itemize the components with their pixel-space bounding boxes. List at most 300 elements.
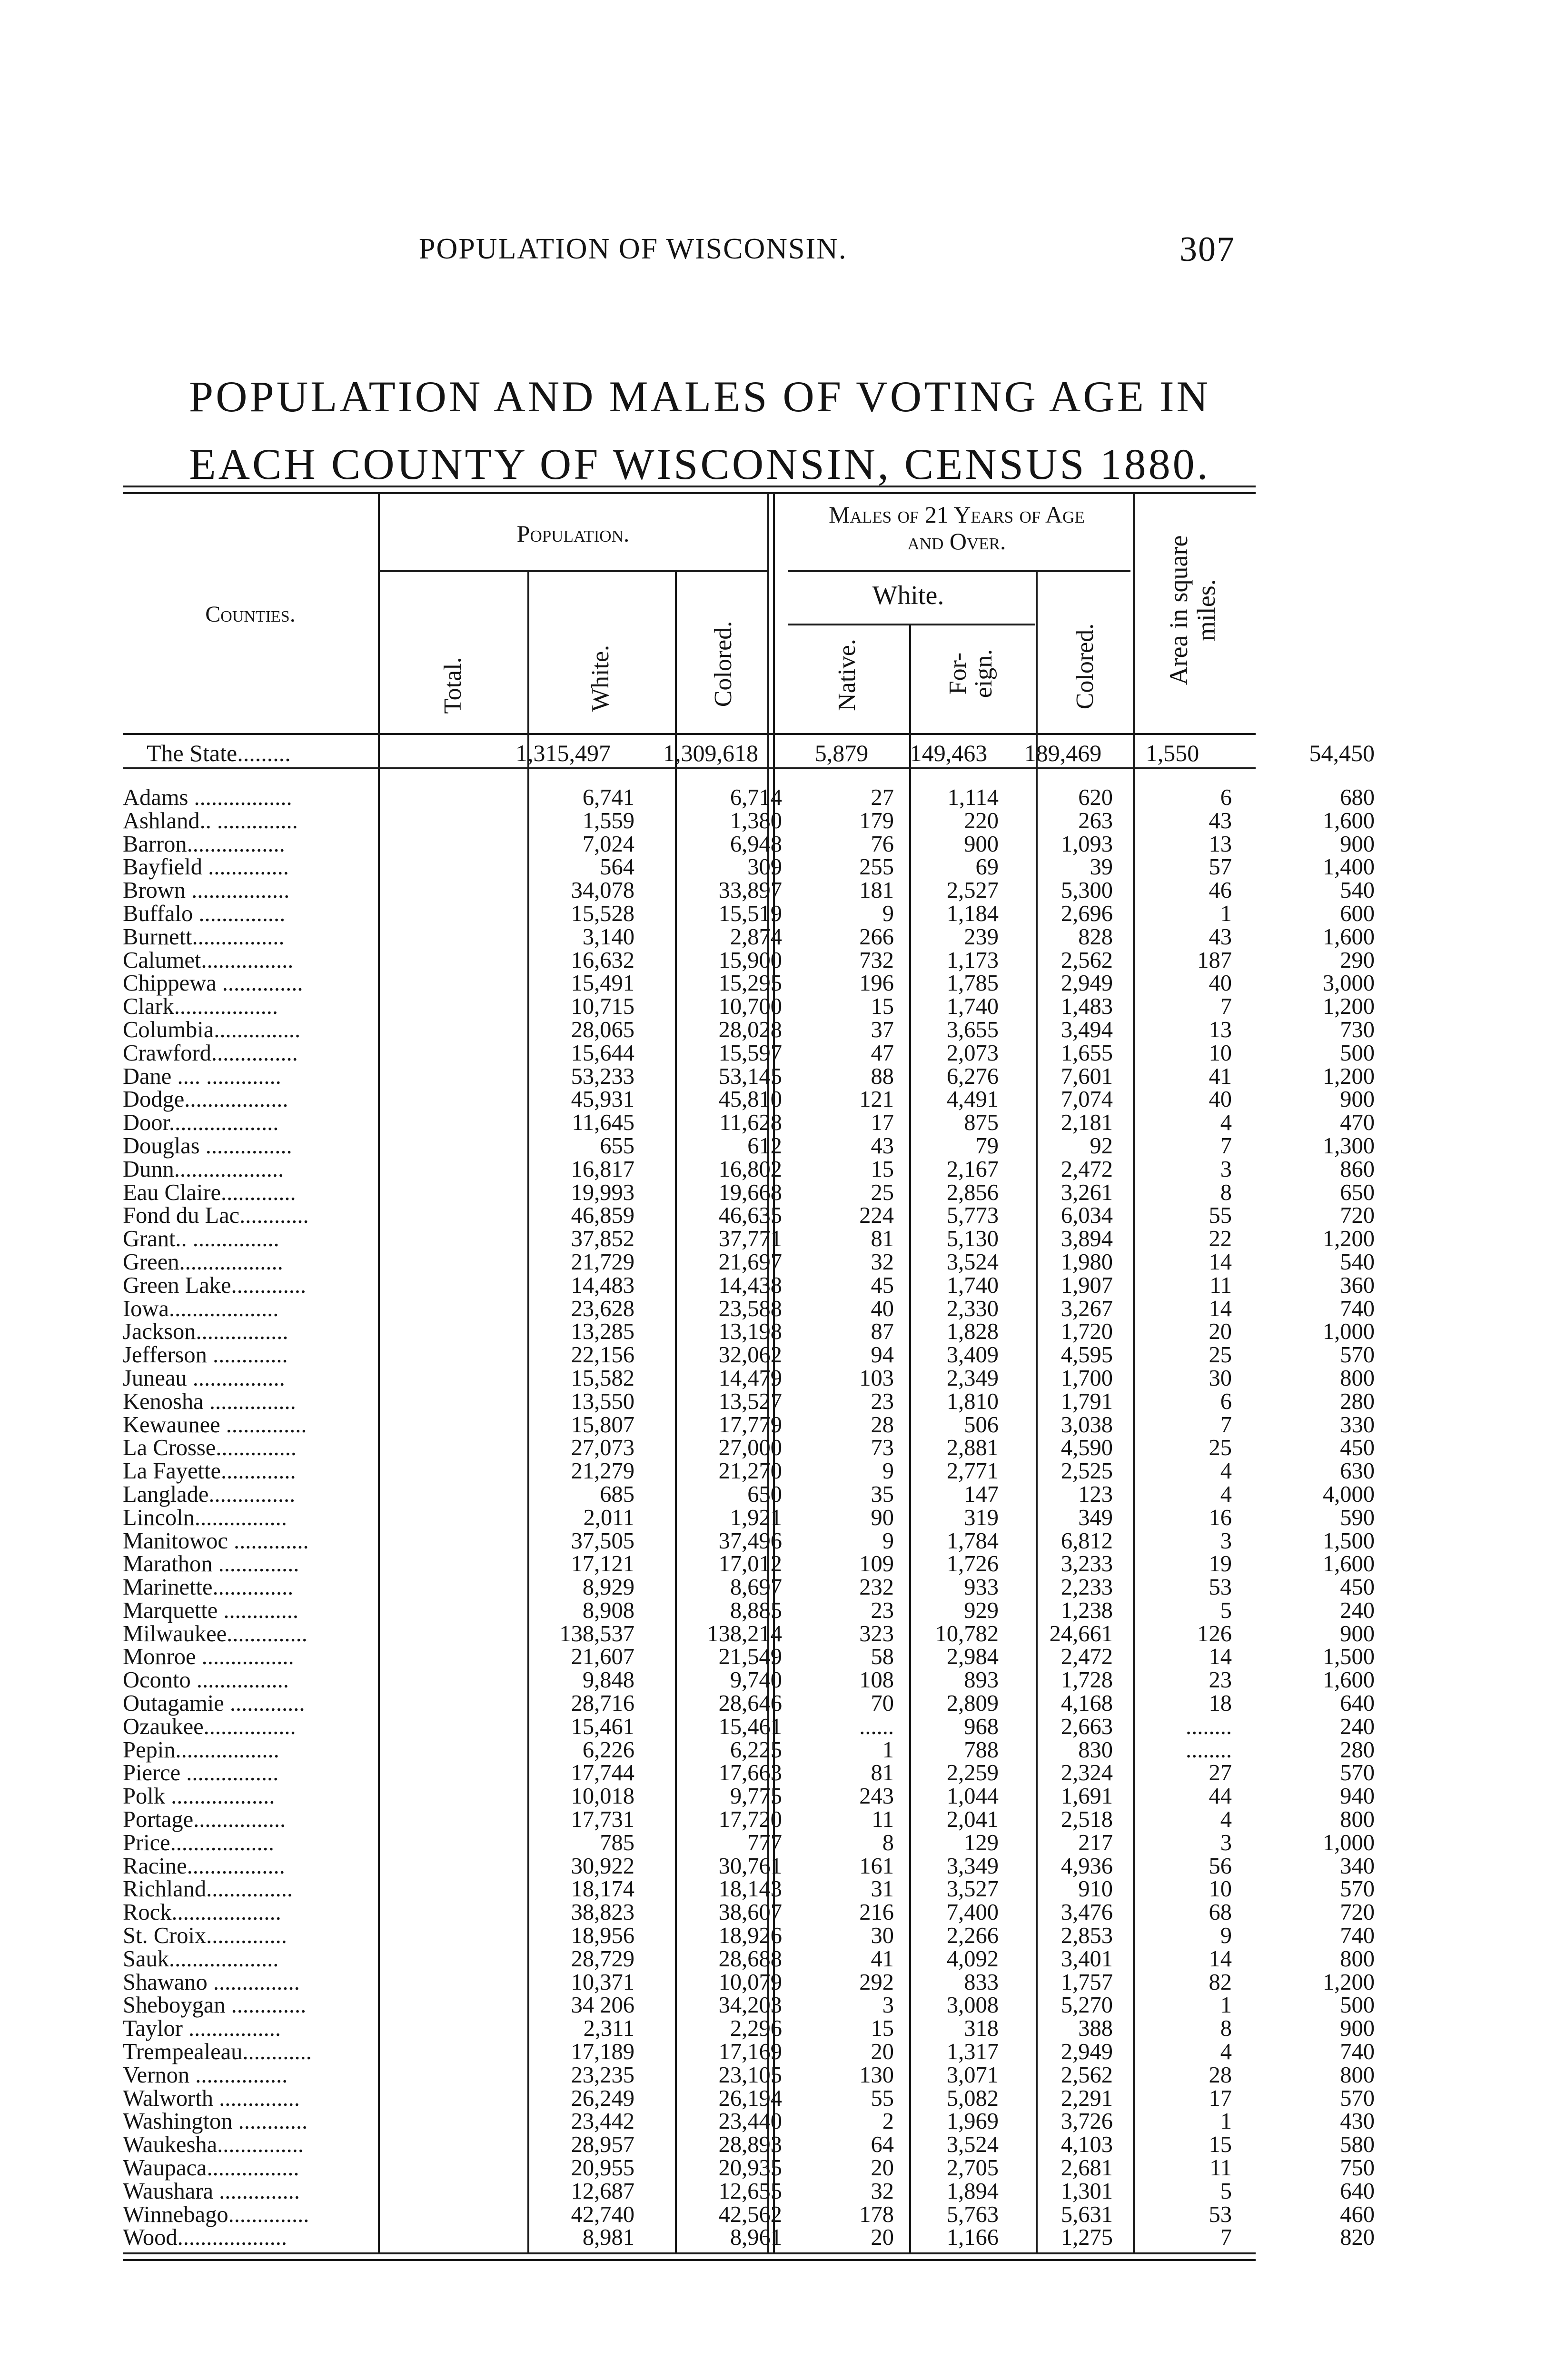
county-foreign: 349 <box>1078 1505 1113 1530</box>
county-colored: 196 <box>859 971 894 996</box>
county-area: 750 <box>1340 2155 1375 2181</box>
county-males-colored: 16 <box>1209 1505 1232 1530</box>
county-native: 220 <box>964 808 999 833</box>
county-males-colored: 8 <box>1220 1180 1232 1205</box>
county-area: 800 <box>1340 2062 1375 2088</box>
county-foreign: 217 <box>1078 1830 1113 1855</box>
county-area: 900 <box>1340 831 1375 857</box>
county-area: 540 <box>1340 1249 1375 1275</box>
table-row <box>123 1226 1375 1252</box>
county-colored: 30 <box>871 1923 894 1949</box>
table-row <box>123 1528 1375 1554</box>
table-row <box>123 2062 1375 2088</box>
county-name: St. Croix.............. <box>123 1923 287 1949</box>
county-total: 8,981 <box>582 2225 634 2251</box>
county-total: 38,823 <box>571 1900 634 1925</box>
county-total: 15,807 <box>571 1412 634 1438</box>
county-white: 13,198 <box>718 1319 782 1345</box>
county-name: Columbia............... <box>123 1017 301 1042</box>
county-white: 17,663 <box>718 1760 782 1786</box>
county-area: 460 <box>1340 2202 1375 2227</box>
table-row <box>123 1388 1375 1414</box>
county-native: 2,167 <box>946 1156 999 1182</box>
county-males-colored: 43 <box>1209 924 1232 950</box>
county-native: 7,400 <box>946 1900 999 1925</box>
county-foreign: 3,494 <box>1060 1017 1113 1042</box>
county-white: 17,720 <box>718 1807 782 1833</box>
county-males-colored: 14 <box>1209 1946 1232 1972</box>
county-total: 30,922 <box>571 1853 634 1879</box>
county-native: 2,771 <box>946 1458 999 1484</box>
county-colored: 292 <box>859 1969 894 1995</box>
county-name: Marquette ............. <box>123 1597 299 1623</box>
county-total: 564 <box>600 854 634 880</box>
county-males-colored: 10 <box>1209 1876 1232 1902</box>
county-white: 19,668 <box>718 1180 782 1205</box>
county-area: 570 <box>1340 1760 1375 1786</box>
table-row <box>123 1644 1375 1670</box>
county-colored: 103 <box>859 1365 894 1391</box>
county-white: 15,900 <box>718 947 782 973</box>
county-name: Chippewa .............. <box>123 971 303 996</box>
county-name: Waukesha............... <box>123 2132 304 2158</box>
county-males-colored: 68 <box>1209 1900 1232 1925</box>
county-total: 21,279 <box>571 1458 634 1484</box>
table-row <box>123 2016 1375 2042</box>
county-colored: 15 <box>871 1156 894 1182</box>
county-foreign: 2,562 <box>1060 947 1113 973</box>
county-area: 1,200 <box>1322 1226 1375 1252</box>
county-area: 470 <box>1340 1110 1375 1136</box>
county-area: 340 <box>1340 1853 1375 1879</box>
county-white: 37,496 <box>718 1528 782 1554</box>
county-foreign: 1,301 <box>1060 2178 1113 2204</box>
county-area: 1,200 <box>1322 994 1375 1020</box>
county-name: La Fayette............. <box>123 1458 296 1484</box>
county-area: 800 <box>1340 1365 1375 1391</box>
county-foreign: 1,791 <box>1060 1388 1113 1414</box>
county-native: 900 <box>964 831 999 857</box>
county-name: Racine................. <box>123 1853 285 1879</box>
county-native: 79 <box>975 1133 999 1159</box>
county-males-colored: 27 <box>1209 1760 1232 1786</box>
county-males-colored: 40 <box>1209 971 1232 996</box>
county-foreign: 6,812 <box>1060 1528 1113 1554</box>
county-total: 23,442 <box>571 2109 634 2134</box>
county-total: 7,024 <box>582 831 634 857</box>
county-foreign: 6,034 <box>1060 1203 1113 1229</box>
county-name: Kewaunee .............. <box>123 1412 307 1438</box>
header-area: Area in square miles. <box>1164 535 1220 685</box>
county-name: Price.................. <box>123 1830 274 1855</box>
county-name: Wood................... <box>123 2225 287 2251</box>
county-native: 69 <box>975 854 999 880</box>
county-total: 655 <box>600 1133 634 1159</box>
county-name: Ashland.. .............. <box>123 808 298 833</box>
county-colored: 11 <box>872 1807 894 1833</box>
county-foreign: 1,238 <box>1060 1597 1113 1623</box>
county-colored: 255 <box>859 854 894 880</box>
county-white: 42,562 <box>718 2202 782 2227</box>
county-males-colored: 1 <box>1220 901 1232 926</box>
county-males-colored: 5 <box>1220 2178 1232 2204</box>
county-native: 147 <box>964 1481 999 1507</box>
population-group-rule <box>379 570 768 572</box>
county-total: 11,645 <box>572 1110 634 1136</box>
county-total: 18,956 <box>571 1923 634 1949</box>
county-name: Langlade............... <box>123 1481 296 1507</box>
county-foreign: 2,291 <box>1060 2085 1113 2111</box>
county-area: 590 <box>1340 1505 1375 1530</box>
county-foreign: 92 <box>1090 1133 1113 1159</box>
county-colored: 35 <box>871 1481 894 1507</box>
county-name: Rock................... <box>123 1900 281 1925</box>
county-total: 16,817 <box>571 1156 634 1182</box>
county-males-colored: 4 <box>1220 1110 1232 1136</box>
page-title <box>95 363 1304 498</box>
county-colored: 9 <box>882 1458 894 1484</box>
county-area: 500 <box>1340 1040 1375 1066</box>
county-native: 5,773 <box>946 1203 999 1229</box>
county-white: 138,214 <box>707 1621 782 1646</box>
county-foreign: 830 <box>1078 1737 1113 1763</box>
header-counties: Counties. <box>205 602 296 627</box>
county-native: 875 <box>964 1110 999 1136</box>
table-row <box>123 1784 1375 1809</box>
table-row <box>123 1156 1375 1182</box>
county-foreign: 4,168 <box>1060 1691 1113 1716</box>
county-total: 6,741 <box>582 785 634 810</box>
county-white: 20,935 <box>718 2155 782 2181</box>
county-males-colored: 4 <box>1220 1458 1232 1484</box>
county-males-colored: 53 <box>1209 1575 1232 1600</box>
county-males-colored: 187 <box>1197 947 1232 973</box>
county-colored: 47 <box>871 1040 894 1066</box>
header-males-line-2: and Over. <box>907 528 1006 555</box>
county-native: 3,071 <box>946 2062 999 2088</box>
county-total: 13,550 <box>571 1388 634 1414</box>
county-males-colored: 3 <box>1220 1830 1232 1855</box>
county-males-colored: 46 <box>1209 878 1232 903</box>
county-colored: 90 <box>871 1505 894 1530</box>
county-name: Bayfield .............. <box>123 854 289 880</box>
county-colored: 2 <box>882 2109 894 2134</box>
table-row <box>123 1180 1375 1205</box>
county-colored: 15 <box>871 2016 894 2042</box>
county-males-colored: 40 <box>1209 1087 1232 1112</box>
county-white: 21,549 <box>718 1644 782 1670</box>
table-row <box>123 2155 1375 2181</box>
table-row <box>123 1575 1375 1600</box>
state-total: 1,315,497 <box>515 740 611 766</box>
county-total: 16,632 <box>571 947 634 973</box>
county-colored: 32 <box>871 2178 894 2204</box>
table-row <box>123 854 1375 880</box>
county-native: 1,044 <box>946 1784 999 1809</box>
county-white: 16,802 <box>718 1156 782 1182</box>
table-row <box>123 1969 1375 1995</box>
county-area: 330 <box>1340 1412 1375 1438</box>
county-males-colored: 11 <box>1209 1272 1232 1298</box>
county-foreign: 4,103 <box>1060 2132 1113 2158</box>
table-row <box>123 1458 1375 1484</box>
county-males-colored: 1 <box>1220 1993 1232 2018</box>
county-white: 2,874 <box>730 924 782 950</box>
county-colored: 64 <box>871 2132 894 2158</box>
county-total: 37,852 <box>571 1226 634 1252</box>
table-row <box>123 2132 1375 2158</box>
county-males-colored: ........ <box>1186 1714 1232 1739</box>
county-white: 45,810 <box>718 1087 782 1112</box>
state-row-rule <box>123 767 1256 769</box>
county-foreign: 2,949 <box>1060 971 1113 996</box>
county-white: 6,714 <box>730 785 782 810</box>
table-row <box>123 1737 1375 1763</box>
county-white: 8,961 <box>730 2225 782 2251</box>
county-native: 2,266 <box>946 1923 999 1949</box>
county-foreign: 2,233 <box>1060 1575 1113 1600</box>
county-white: 53,145 <box>718 1063 782 1089</box>
county-foreign: 3,261 <box>1060 1180 1113 1205</box>
county-white: 1,380 <box>730 808 782 833</box>
county-white: 8,885 <box>730 1597 782 1623</box>
county-area: 900 <box>1340 1621 1375 1646</box>
county-area: 500 <box>1340 1993 1375 2018</box>
county-total: 685 <box>600 1481 634 1507</box>
county-native: 3,524 <box>946 1249 999 1275</box>
county-foreign: 2,562 <box>1060 2062 1113 2088</box>
county-colored: 243 <box>859 1784 894 1809</box>
county-foreign: 3,401 <box>1060 1946 1113 1972</box>
county-foreign: 1,757 <box>1060 1969 1113 1995</box>
table-row <box>123 1551 1375 1577</box>
county-area: 740 <box>1340 2039 1375 2065</box>
table-row <box>123 971 1375 996</box>
county-males-colored: 14 <box>1209 1644 1232 1670</box>
county-name: Washington ............ <box>123 2109 308 2134</box>
county-foreign: 2,472 <box>1060 1644 1113 1670</box>
county-males-colored: 20 <box>1209 1319 1232 1345</box>
county-area: 1,200 <box>1322 1969 1375 1995</box>
county-males-colored: 56 <box>1209 1853 1232 1879</box>
county-area: 570 <box>1340 1342 1375 1368</box>
county-native: 318 <box>964 2016 999 2042</box>
county-foreign: 2,696 <box>1060 901 1113 926</box>
county-area: 730 <box>1340 1017 1375 1042</box>
county-area: 900 <box>1340 1087 1375 1112</box>
county-native: 4,092 <box>946 1946 999 1972</box>
header-bottom-rule <box>123 733 1256 735</box>
county-males-colored: 7 <box>1220 2225 1232 2251</box>
county-name: Sauk................... <box>123 1946 279 1972</box>
table-row <box>123 1621 1375 1646</box>
county-white: 6,948 <box>730 831 782 857</box>
county-white: 8,697 <box>730 1575 782 1600</box>
county-area: 450 <box>1340 1575 1375 1600</box>
county-colored: 181 <box>859 878 894 903</box>
county-white: 9,740 <box>730 1667 782 1693</box>
county-males-colored: 57 <box>1209 854 1232 880</box>
county-males-colored: 8 <box>1220 2016 1232 2042</box>
county-area: 860 <box>1340 1156 1375 1182</box>
county-foreign: 4,936 <box>1060 1853 1113 1879</box>
table-row <box>123 1110 1375 1136</box>
county-males-colored: 28 <box>1209 2062 1232 2088</box>
table-top-rule-2 <box>123 492 1256 494</box>
county-native: 1,726 <box>946 1551 999 1577</box>
header-males-line-1: Males of 21 Years of Age <box>829 501 1085 528</box>
county-colored: 130 <box>859 2062 894 2088</box>
county-foreign: 1,700 <box>1060 1365 1113 1391</box>
county-white: 13,527 <box>718 1388 782 1414</box>
county-males-colored: ........ <box>1186 1737 1232 1763</box>
county-total: 37,505 <box>571 1528 634 1554</box>
county-males-colored: 41 <box>1209 1063 1232 1089</box>
county-total: 14,483 <box>571 1272 634 1298</box>
county-colored: 23 <box>871 1388 894 1414</box>
county-white: 32,062 <box>718 1342 782 1368</box>
county-colored: 40 <box>871 1296 894 1321</box>
county-males-colored: 1 <box>1220 2109 1232 2134</box>
county-name: Monroe ................ <box>123 1644 294 1670</box>
table-row <box>123 901 1375 926</box>
county-foreign: 620 <box>1078 785 1113 810</box>
county-colored: 178 <box>859 2202 894 2227</box>
county-foreign: 3,038 <box>1060 1412 1113 1438</box>
county-colored: 58 <box>871 1644 894 1670</box>
table-row <box>123 1946 1375 1972</box>
county-total: 15,582 <box>571 1365 634 1391</box>
table-row <box>123 947 1375 973</box>
county-foreign: 263 <box>1078 808 1113 833</box>
county-total: 27,073 <box>571 1435 634 1461</box>
county-area: 740 <box>1340 1296 1375 1321</box>
county-name: Waushara .............. <box>123 2178 300 2204</box>
table-row <box>123 1365 1375 1391</box>
county-name: Dunn................... <box>123 1156 284 1182</box>
county-colored: 88 <box>871 1063 894 1089</box>
county-colored: 23 <box>871 1597 894 1623</box>
county-males-colored: 44 <box>1209 1784 1232 1809</box>
county-name: Jefferson ............. <box>123 1342 288 1368</box>
county-white: 18,143 <box>718 1876 782 1902</box>
county-native: 3,349 <box>946 1853 999 1879</box>
county-males-colored: 53 <box>1209 2202 1232 2227</box>
county-native: 1,894 <box>946 2178 999 2204</box>
table-row <box>123 1435 1375 1461</box>
county-colored: 73 <box>871 1435 894 1461</box>
county-name: Adams ................. <box>123 785 292 810</box>
county-total: 23,628 <box>571 1296 634 1321</box>
county-name: Waupaca................ <box>123 2155 299 2181</box>
county-white: 15,597 <box>718 1040 782 1066</box>
county-total: 21,607 <box>571 1644 634 1670</box>
county-white: 23,105 <box>718 2062 782 2088</box>
county-colored: 41 <box>871 1946 894 1972</box>
county-name: Milwaukee.............. <box>123 1621 307 1646</box>
county-native: 6,276 <box>946 1063 999 1089</box>
running-head <box>0 232 1546 285</box>
county-foreign: 7,074 <box>1060 1087 1113 1112</box>
county-area: 540 <box>1340 878 1375 903</box>
county-native: 1,740 <box>946 994 999 1020</box>
county-name: Crawford............... <box>123 1040 298 1066</box>
county-native: 506 <box>964 1412 999 1438</box>
county-native: 1,784 <box>946 1528 999 1554</box>
county-area: 640 <box>1340 2178 1375 2204</box>
county-total: 10,715 <box>571 994 634 1020</box>
county-total: 45,931 <box>571 1087 634 1112</box>
county-name: Calumet................ <box>123 947 294 973</box>
county-colored: 9 <box>882 1528 894 1554</box>
county-name: Outagamie ............. <box>123 1691 305 1716</box>
county-name: Manitowoc ............. <box>123 1528 309 1554</box>
county-white: 15,461 <box>718 1714 782 1739</box>
county-white: 12,655 <box>718 2178 782 2204</box>
county-native: 2,856 <box>946 1180 999 1205</box>
county-native: 833 <box>964 1969 999 1995</box>
county-native: 5,082 <box>946 2085 999 2111</box>
county-colored: 76 <box>871 831 894 857</box>
county-total: 17,731 <box>571 1807 634 1833</box>
county-colored: 20 <box>871 2155 894 2181</box>
county-foreign: 4,595 <box>1060 1342 1113 1368</box>
state-males-colored: 1,550 <box>1145 740 1199 766</box>
county-foreign: 1,720 <box>1060 1319 1113 1345</box>
county-total: 9,848 <box>582 1667 634 1693</box>
table-top-rule <box>123 486 1256 487</box>
county-males-colored: 18 <box>1209 1691 1232 1716</box>
county-males-colored: 14 <box>1209 1296 1232 1321</box>
county-colored: 94 <box>871 1342 894 1368</box>
table-row <box>123 1272 1375 1298</box>
county-males-colored: 11 <box>1209 2155 1232 2181</box>
county-colored: 70 <box>871 1691 894 1716</box>
county-white: 21,270 <box>718 1458 782 1484</box>
county-total: 138,537 <box>559 1621 634 1646</box>
county-name: Door................... <box>123 1110 279 1136</box>
county-area: 1,000 <box>1322 1830 1375 1855</box>
county-foreign: 2,525 <box>1060 1458 1113 1484</box>
county-total: 26,249 <box>571 2085 634 2111</box>
table-row <box>123 1319 1375 1345</box>
county-males-colored: 6 <box>1220 1388 1232 1414</box>
table-row <box>123 1040 1375 1066</box>
county-foreign: 910 <box>1078 1876 1113 1902</box>
county-table-body <box>123 785 1375 2251</box>
county-foreign: 3,726 <box>1060 2109 1113 2134</box>
table-row <box>123 924 1375 950</box>
county-native: 2,330 <box>946 1296 999 1321</box>
county-total: 13,285 <box>571 1319 634 1345</box>
table-row <box>123 1342 1375 1368</box>
county-colored: 31 <box>871 1876 894 1902</box>
county-name: Winnebago.............. <box>123 2202 309 2227</box>
table-bottom-rule-2 <box>123 2259 1256 2261</box>
county-colored: 732 <box>859 947 894 973</box>
county-colored: 3 <box>882 1993 894 2018</box>
county-males-colored: 43 <box>1209 808 1232 833</box>
county-native: 2,073 <box>946 1040 999 1066</box>
county-native: 2,881 <box>946 1435 999 1461</box>
county-native: 3,008 <box>946 1993 999 2018</box>
county-males-colored: 4 <box>1220 1481 1232 1507</box>
county-area: 680 <box>1340 785 1375 810</box>
county-foreign: 2,518 <box>1060 1807 1113 1833</box>
county-foreign: 1,728 <box>1060 1667 1113 1693</box>
table-row <box>123 1923 1375 1949</box>
county-colored: 55 <box>871 2085 894 2111</box>
